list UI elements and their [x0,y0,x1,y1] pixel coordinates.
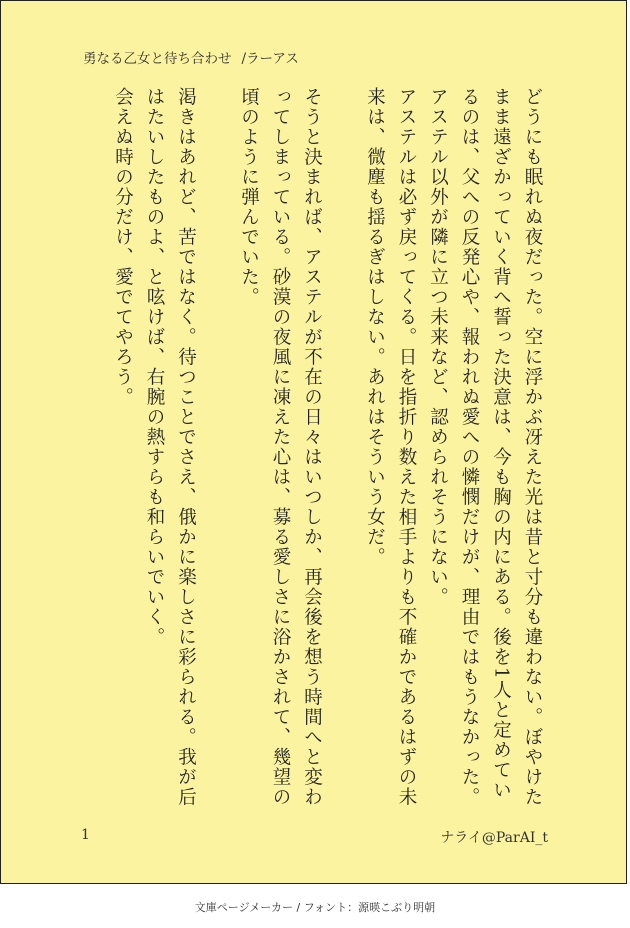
story-title: 勇なる乙女と待ち合わせ [83,51,232,67]
author-credit: ナライ@ParAI_t [440,830,548,846]
paragraph: 渇きはあれど、苦ではなく。待つことでさえ、俄かに楽しさに彩られる。我が后はたいしたものよ、と呟けば、右腕の熱すらも和らいでいく。 [144,87,197,807]
paragraph: アステルは必ず戻ってくる。日を指折り数えた相手よりも不確かであるはずの未来は、微塵も揺るぎはしない。あれはそういう女だ。 [364,87,417,807]
page-header [83,47,299,67]
paragraph: そうと決まれば、アステルが不在の日々はいつしか、再会後を想う時間へと変わってしまっている。砂漠の夜風に凍えた心は、募る愛しさに浴かされて、幾望の頃のように弾んでいた。 [238,87,323,807]
paragraph: どうにも眠れぬ夜だった。空に浮かぶ冴えた光は昔と寸分も違わない。ぼやけたまま遠ざかっていく背へ誓った決意は、今も胸の内にある。後を1人と定めているのは、父への反発心や、報われぬ愛への憐憫だけが、理由ではもうなかった。アステル以外が隣に立つ未来など、認められそうにない。 [427,87,543,807]
vertical-body-text [76,87,549,807]
story-pairing: ラーアス [246,51,299,67]
paragraph: 会えぬ時の分だけ、愛でてやろう。 [112,87,134,407]
page-number: 1 [81,827,90,843]
generator-credit: 文庫ページメーカー / フォント：源暎こぶり明朝 [194,901,436,914]
header-separator: / [241,51,247,67]
